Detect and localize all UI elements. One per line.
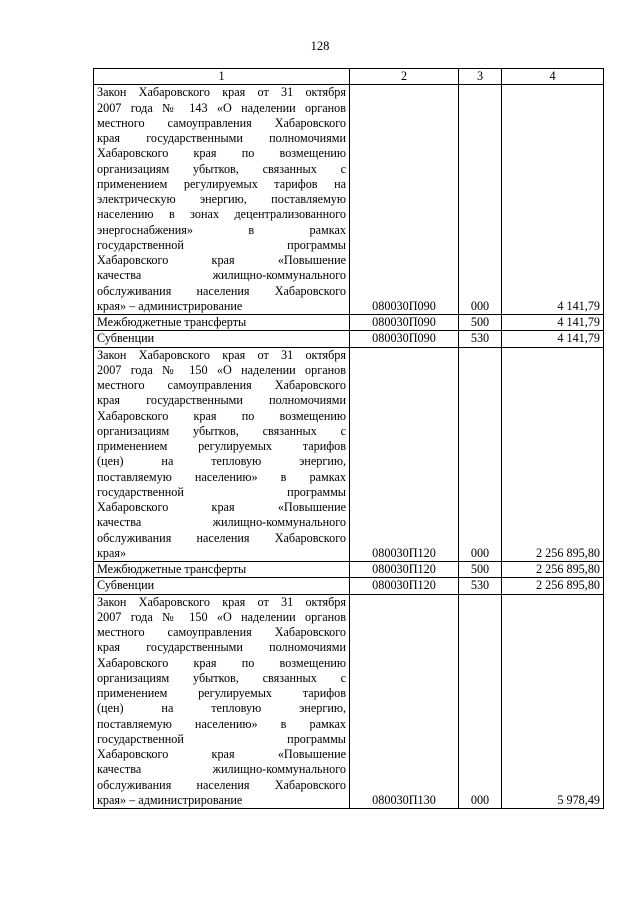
name-line: местного самоуправления Хабаровского <box>97 625 346 639</box>
row-amount: 2 256 895,80 <box>502 578 604 594</box>
column-header-4: 4 <box>502 69 604 85</box>
table-row <box>94 85 604 315</box>
name-line: местного самоуправления Хабаровского <box>97 378 346 392</box>
row-type: 000 <box>459 347 502 562</box>
row-code: 080030П090 <box>350 331 459 347</box>
column-header-2: 2 <box>350 69 459 85</box>
name-line: поставляемую населению» в рамках <box>97 716 346 731</box>
name-line: местного самоуправления Хабаровского <box>97 115 346 130</box>
name-line: государственной программы <box>97 484 346 499</box>
row-name <box>94 85 350 315</box>
row-name: Субвенции <box>94 331 350 347</box>
table-row <box>94 594 604 809</box>
row-code: 080030П120 <box>350 562 459 578</box>
table-row <box>94 578 604 594</box>
column-header-3: 3 <box>459 69 502 85</box>
name-line: края» <box>97 545 127 560</box>
name-line: 2007 года № 150 «О наделении органов <box>97 362 346 377</box>
row-amount: 4 141,79 <box>502 315 604 331</box>
row-name: Межбюджетные трансферты <box>94 315 350 331</box>
budget-table <box>93 68 604 809</box>
name-line: (цен) на тепловую энергию, <box>97 701 346 716</box>
name-line: края» – администрирование <box>97 298 243 313</box>
name-line: обслуживания населения Хабаровского <box>97 530 346 545</box>
row-code: 080030П120 <box>350 347 459 562</box>
name-line: энергоснабжения» в рамках <box>97 222 346 237</box>
row-type: 000 <box>459 594 502 809</box>
name-line: организациям убытков, связанных с <box>97 670 346 685</box>
name-line: Хабаровского края по возмещению <box>97 408 346 423</box>
row-amount: 2 256 895,80 <box>502 347 604 562</box>
name-line: качества жилищно-коммунального <box>97 762 346 777</box>
row-code: 080030П090 <box>350 85 459 315</box>
row-type: 530 <box>459 578 502 594</box>
name-line: организациям убытков, связанных с <box>97 161 346 176</box>
row-name <box>94 594 350 809</box>
name-line: Хабаровского края «Повышение <box>97 253 346 267</box>
row-type: 500 <box>459 562 502 578</box>
row-name: Субвенции <box>94 578 350 594</box>
name-line: (цен) на тепловую энергию, <box>97 454 346 469</box>
name-line: государственной программы <box>97 731 346 746</box>
table-header-row <box>94 69 604 85</box>
name-line: 2007 года № 143 «О наделении органов <box>97 100 346 115</box>
name-line: организациям убытков, связанных с <box>97 423 346 438</box>
page-number: 128 <box>310 39 330 53</box>
row-code: 080030П130 <box>350 594 459 809</box>
row-type: 000 <box>459 85 502 315</box>
name-line: качества жилищно-коммунального <box>97 268 346 283</box>
row-code: 080030П120 <box>350 578 459 594</box>
name-line: края государственными полномочиями <box>97 131 346 145</box>
row-type: 500 <box>459 315 502 331</box>
name-line: Закон Хабаровского края от 31 октября <box>97 347 346 362</box>
name-line: Хабаровского края по возмещению <box>97 655 346 670</box>
row-amount: 2 256 895,80 <box>502 562 604 578</box>
name-line: поставляемую населению» в рамках <box>97 469 346 484</box>
row-amount: 4 141,79 <box>502 85 604 315</box>
name-line: применением регулируемых тарифов <box>97 686 346 700</box>
row-amount: 5 978,49 <box>502 594 604 809</box>
column-header-1: 1 <box>94 69 350 85</box>
table-row <box>94 315 604 331</box>
row-code: 080030П090 <box>350 315 459 331</box>
name-line: качества жилищно-коммунального <box>97 515 346 530</box>
row-name <box>94 347 350 562</box>
row-name: Межбюджетные трансферты <box>94 562 350 578</box>
name-line: края» – администрирование <box>97 792 243 807</box>
name-line: обслуживания населения Хабаровского <box>97 777 346 792</box>
name-line: Закон Хабаровского края от 31 октября <box>97 594 346 609</box>
table-row <box>94 562 604 578</box>
name-line: 2007 года № 150 «О наделении органов <box>97 609 346 624</box>
name-line: населению в зонах децентрализованного <box>97 207 346 222</box>
name-line: Закон Хабаровского края от 31 октября <box>97 85 346 100</box>
name-line: государственной программы <box>97 237 346 252</box>
name-line: Хабаровского края «Повышение <box>97 500 346 514</box>
name-line: Хабаровского края «Повышение <box>97 747 346 761</box>
table-row <box>94 331 604 347</box>
name-line: электрическую энергию, поставляемую <box>97 192 346 206</box>
name-line: применением регулируемых тарифов <box>97 439 346 453</box>
name-line: Хабаровского края по возмещению <box>97 146 346 161</box>
name-line: применением регулируемых тарифов на <box>97 176 346 191</box>
table-row <box>94 347 604 562</box>
name-line: края государственными полномочиями <box>97 640 346 655</box>
row-amount: 4 141,79 <box>502 331 604 347</box>
row-type: 530 <box>459 331 502 347</box>
name-line: края государственными полномочиями <box>97 393 346 408</box>
name-line: обслуживания населения Хабаровского <box>97 283 346 298</box>
